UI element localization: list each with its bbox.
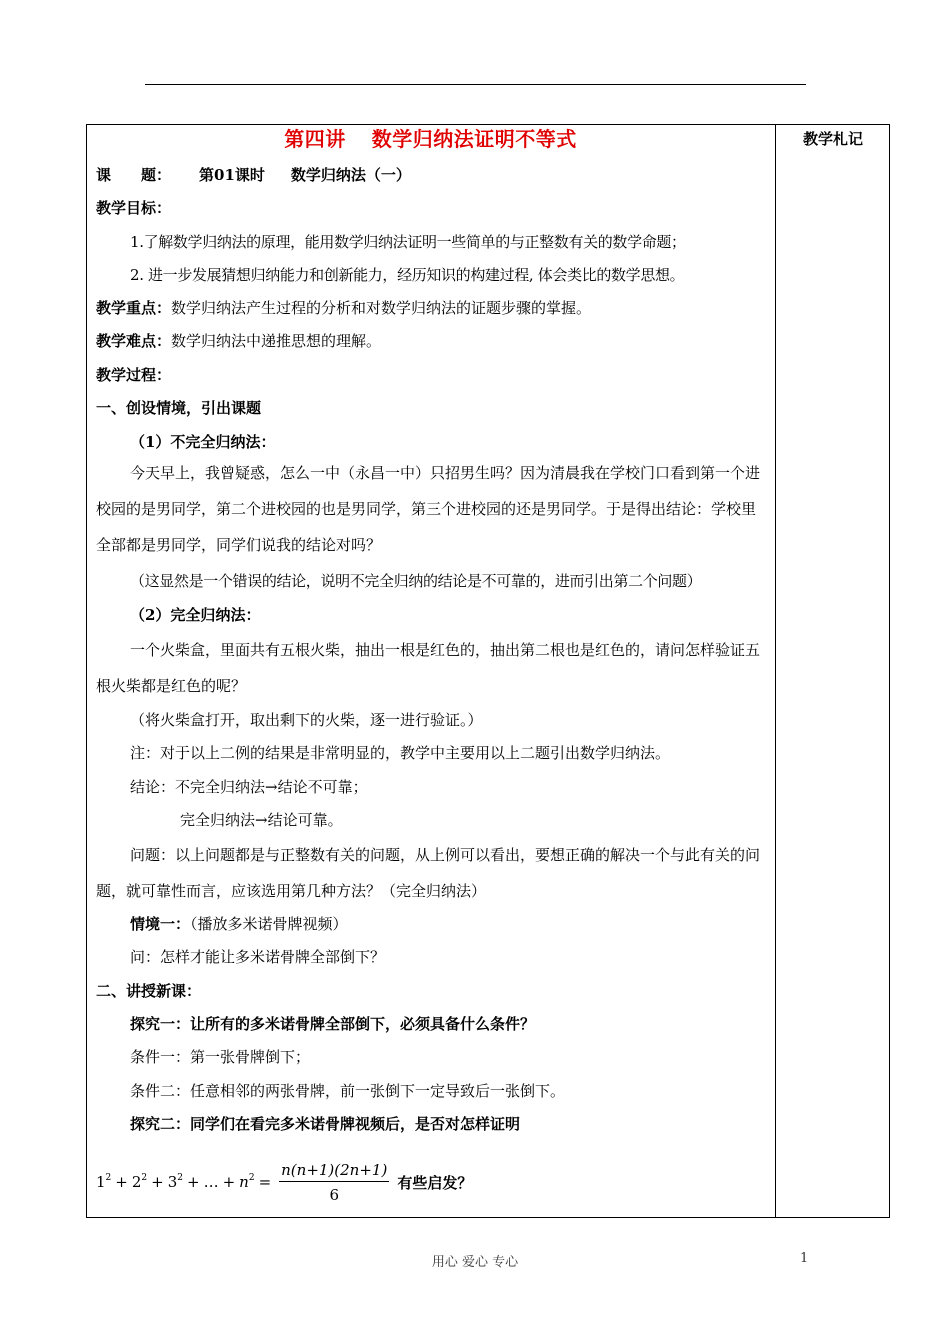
title-part-2: 数学归纳法证明不等式 xyxy=(371,127,577,151)
conclusion-line-1: 结论：不完全归纳法→结论不可靠； xyxy=(130,778,368,796)
condition-2: 条件二：任意相邻的两张骨牌，前一张倒下一定导致后一张倒下。 xyxy=(130,1082,566,1100)
conclusion-line-2: 完全归纳法→结论可靠。 xyxy=(180,811,343,829)
objective-item-1: 1.了解数学归纳法的原理，能用数学归纳法证明一些简单的与正整数有关的数学命题； xyxy=(130,233,686,251)
scenario-text: （播放多米诺骨牌视频） xyxy=(190,915,348,933)
difficulty-label: 教学难点： xyxy=(96,332,172,350)
term-n: $n^2$ xyxy=(239,1173,255,1191)
term-1: $1^2$ xyxy=(96,1173,112,1191)
plus-sign: + xyxy=(115,1173,128,1191)
condition-1: 条件一：第一张骨牌倒下； xyxy=(130,1048,311,1066)
key-points-text: 数学归纳法产生过程的分析和对数学归纳法的证题步骤的掌握。 xyxy=(171,299,592,317)
plus-sign: + xyxy=(222,1173,236,1191)
plus-sign: + xyxy=(151,1173,164,1191)
sub1-heading: （1）不完全归纳法： xyxy=(130,433,276,451)
fraction-denominator: 6 xyxy=(329,1185,339,1204)
column-divider xyxy=(775,124,776,1218)
page-number: 1 xyxy=(800,1251,809,1266)
key-points xyxy=(96,297,768,318)
equals-sign: = xyxy=(258,1173,272,1191)
title-part-1: 第四讲 xyxy=(284,127,346,151)
notes-column-title: 教学札记 xyxy=(802,130,863,148)
lesson-topic: 数学归纳法（一） xyxy=(290,166,411,184)
lesson-label: 课 题： xyxy=(96,166,172,184)
explore-2: 探究二：同学们在看完多米诺骨牌视频后，是否对怎样证明 xyxy=(130,1115,521,1133)
section1-heading: 一、创设情境，引出课题 xyxy=(96,399,262,417)
question-paragraph: 问题：以上问题都是与正整数有关的问题，从上例可以看出，要想正确的解决一个与此有关的问题，就可靠性而言，应该选用第几种方法？（完全归纳法） xyxy=(96,846,761,900)
fraction xyxy=(279,1161,389,1204)
scenario-line xyxy=(130,913,770,934)
sub2-paragraph: 一个火柴盒，里面共有五根火柴，抽出一根是红色的，抽出第二根也是红色的，请问怎样验证五根火柴都是红色的呢？ xyxy=(96,641,761,695)
lesson-period: 第01课时 xyxy=(199,166,265,184)
difficulty xyxy=(96,330,768,351)
key-points-label: 教学重点： xyxy=(96,299,172,317)
explore-1: 探究一：让所有的多米诺骨牌全部倒下，必须具备什么条件？ xyxy=(130,1015,536,1033)
page-title xyxy=(86,123,775,152)
ellipsis: … xyxy=(203,1173,219,1191)
scenario-question: 问：怎样才能让多米诺骨牌全部倒下？ xyxy=(130,948,386,966)
objectives-heading: 教学目标： xyxy=(96,199,172,217)
process-heading: 教学过程： xyxy=(96,366,172,384)
term-2: $2^2$ xyxy=(131,1173,148,1191)
sub2-heading: （2）完全归纳法： xyxy=(130,606,261,624)
sub2-note: （将火柴盒打开，取出剩下的火柴，逐一进行验证。） xyxy=(130,711,483,729)
remark: 注：对于以上二例的结果是非常明显的，教学中主要用以上二题引出数学归纳法。 xyxy=(130,744,671,762)
sub1-note: （这显然是一个错误的结论，说明不完全归纳的结论是不可靠的，进而引出第二个问题） xyxy=(130,572,702,590)
difficulty-text: 数学归纳法中递推思想的理解。 xyxy=(171,332,382,350)
section2-heading: 二、讲授新课： xyxy=(96,982,202,1000)
sub1-paragraph: 今天早上，我曾疑惑，怎么一中（永昌一中）只招男生吗？因为清晨我在学校门口看到第一个进校园的是男同学，第二个进校园的也是男同学，第三个进校园的还是男同学。于是得出结论：学校里全部都是男同学，同学们说我的结论对吗？ xyxy=(96,464,761,554)
scenario-label: 情境一： xyxy=(130,915,191,933)
objective-item-2: 2. 进一步发展猜想归纳能力和创新能力，经历知识的构建过程, 体会类比的数学思想。 xyxy=(130,266,685,284)
fraction-numerator: n(n+1)(2n+1) xyxy=(279,1161,389,1182)
header-rule xyxy=(145,84,806,85)
plus-sign: + xyxy=(187,1173,200,1191)
lesson-line xyxy=(96,164,768,185)
sum-of-squares-formula xyxy=(96,1152,472,1212)
footer-motto: 用心 爱心 专心 xyxy=(431,1255,519,1270)
term-3: $3^2$ xyxy=(167,1173,183,1191)
formula-tail: 有些启发？ xyxy=(397,1173,473,1192)
